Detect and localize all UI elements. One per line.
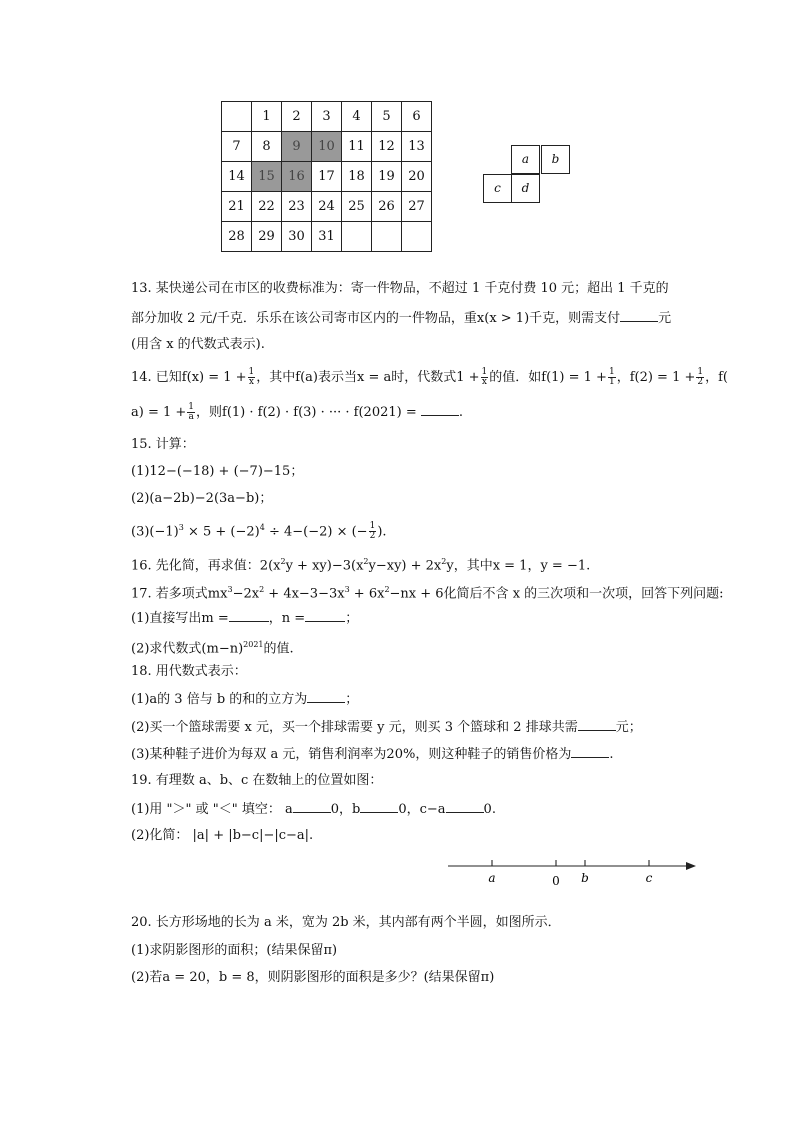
- calendar-cell: [342, 222, 372, 252]
- answer-blank: [421, 403, 459, 416]
- answer-blank: [307, 690, 345, 703]
- answer-blank: [620, 309, 658, 322]
- exponent: 2: [259, 585, 265, 594]
- calendar-cell: 1: [252, 102, 282, 132]
- calendar-cell: 17: [312, 162, 342, 192]
- square-b: b: [541, 145, 570, 174]
- q14-text-8: .: [458, 405, 464, 420]
- calendar-cell: 4: [342, 102, 372, 132]
- calendar-cell: 7: [222, 132, 252, 162]
- calendar-row: [222, 162, 432, 192]
- exponent: 2: [280, 557, 286, 566]
- square-a: a: [511, 145, 540, 174]
- q17-text: 17. 若多项式mx: [131, 586, 228, 602]
- q15-title: 15. 计算：: [131, 437, 195, 452]
- q17-text: −2x: [232, 586, 260, 602]
- calendar-row: [222, 192, 432, 222]
- q17-text: + 4x−3−3x: [264, 586, 345, 602]
- calendar-cell: 30: [282, 222, 312, 252]
- calendar-cell: 16: [282, 162, 312, 192]
- denominator: 2: [369, 531, 376, 542]
- q19-text: 0，b: [330, 802, 361, 817]
- calendar-cell: 10: [312, 132, 342, 162]
- q18-text: (3)某种鞋子进价为每双 a 元，销售利润率为20%，则这种鞋子的销售价格为: [131, 747, 572, 762]
- calendar-cell: 26: [372, 192, 402, 222]
- calendar-cell: [402, 222, 432, 252]
- q17-text: (2)求代数式(m−n): [131, 641, 244, 657]
- q16-text: y−xy) + 2x: [368, 558, 442, 574]
- square-c: c: [483, 174, 512, 203]
- q18-part1: [131, 690, 358, 709]
- calendar-cell: 15: [252, 162, 282, 192]
- q17-text: (1)直接写出m =: [131, 611, 229, 626]
- q15-part3-text: (3)(−1): [131, 524, 179, 540]
- denominator: 2: [697, 377, 704, 387]
- numerator: 1: [188, 402, 195, 412]
- calendar-cell: [372, 222, 402, 252]
- numerator: 1: [608, 367, 615, 377]
- denominator: x: [248, 377, 254, 387]
- exponent: 2: [363, 557, 369, 566]
- q17-text: 的值.: [263, 641, 294, 657]
- q13-line3: (用含 x 的代数式表示).: [131, 337, 265, 352]
- q19-text: (1)用 "＞" 或 "＜" 填空： a: [131, 802, 293, 817]
- q13-line2-text: 部分加收 2 元/千克．乐乐在该公司寄市区内的一件物品，重x(x > 1)千克，则需支付: [131, 311, 621, 326]
- calendar-cell: 28: [222, 222, 252, 252]
- calendar-cell: 13: [402, 132, 432, 162]
- denominator: x: [481, 377, 487, 387]
- q13-line2-unit: 元: [658, 311, 672, 326]
- calendar-cell: 22: [252, 192, 282, 222]
- calendar-cell: 2: [282, 102, 312, 132]
- q14-text-3: 的值．如f(1) = 1 +: [489, 370, 607, 385]
- q14-text-4: ，f(2) = 1 +: [616, 370, 696, 385]
- q17-text: + 6x: [349, 586, 385, 602]
- q16-line: [131, 553, 590, 575]
- answer-blank: [293, 800, 331, 813]
- q16-text: 16. 先化简，再求值：2(x: [131, 558, 281, 574]
- calendar-cell: 11: [342, 132, 372, 162]
- calendar-row: [222, 102, 432, 132]
- calendar-cell: 3: [312, 102, 342, 132]
- calendar-grid: [221, 101, 432, 252]
- q19-title: 19. 有理数 a、b、c 在数轴上的位置如图：: [131, 773, 383, 788]
- q20-line1: 20. 长方形场地的长为 a 米，宽为 2b 米，其内部有两个半圆，如图所示．: [131, 915, 561, 930]
- q14-text-5: ，f(: [705, 370, 728, 385]
- q19-text: 0.: [483, 802, 496, 817]
- q16-text: y + xy)−3(x: [285, 558, 364, 574]
- calendar-cell: 19: [372, 162, 402, 192]
- answer-blank: [305, 609, 345, 622]
- calendar-cell: 12: [372, 132, 402, 162]
- q16-text: y，其中x = 1，y = −1.: [446, 558, 591, 574]
- q15-part3: [131, 519, 387, 541]
- q18-text: .: [609, 747, 614, 762]
- exponent: 2021: [243, 640, 264, 649]
- label-b: b: [581, 871, 589, 885]
- fraction: [369, 522, 377, 541]
- q17-text: ，n =: [268, 611, 306, 626]
- q15-part3-text: ).: [377, 524, 387, 540]
- answer-blank: [578, 718, 616, 731]
- q18-part3: [131, 745, 613, 764]
- calendar-cell: 31: [312, 222, 342, 252]
- calendar-row: [222, 222, 432, 252]
- calendar-cell: 6: [402, 102, 432, 132]
- q19-part2: (2)化简： |a| + |b−c|−|c−a|.: [131, 828, 314, 843]
- q15-part2: (2)(a−2b)−2(3a−b)；: [131, 491, 273, 506]
- numerator: 1: [481, 367, 488, 377]
- q15-part3-text: × 5 + (−2): [183, 524, 260, 540]
- q20-part1: (1)求阴影图形的面积；(结果保留π): [131, 943, 338, 958]
- calendar-cell: 14: [222, 162, 252, 192]
- label-zero: 0: [552, 874, 560, 888]
- calendar-cell: 25: [342, 192, 372, 222]
- calendar-cell: 23: [282, 192, 312, 222]
- label-a: a: [488, 871, 496, 885]
- fraction: [187, 403, 195, 422]
- q18-text: ；: [345, 692, 359, 707]
- q15-part1: (1)12−(−18) + (−7)−15；: [131, 464, 304, 479]
- fraction: [608, 368, 616, 387]
- calendar-cell: 29: [252, 222, 282, 252]
- calendar-row: [222, 132, 432, 162]
- q14-text-2: ，其中f(a)表示当x = a时，代数式1 +: [256, 370, 480, 385]
- calendar-cell: 9: [282, 132, 312, 162]
- answer-blank: [446, 800, 484, 813]
- fraction: [696, 368, 704, 387]
- exponent: 2: [384, 585, 390, 594]
- label-c: c: [645, 871, 653, 885]
- exponent: 3: [178, 523, 184, 532]
- calendar-cell: 20: [402, 162, 432, 192]
- denominator: 1: [608, 377, 615, 387]
- answer-blank: [360, 800, 398, 813]
- calendar-cell: 27: [402, 192, 432, 222]
- q19-text: 0，c−a: [398, 802, 446, 817]
- q18-text: (1)a的 3 倍与 b 的和的立方为: [131, 692, 308, 707]
- exponent: 2: [441, 557, 447, 566]
- numerator: 1: [369, 521, 376, 532]
- answer-blank: [229, 609, 269, 622]
- q14-text-7: ，则f(1) · f(2) · f(3) · ··· · f(2021) =: [196, 405, 417, 420]
- q18-text: (2)买一个篮球需要 x 元，买一个排球需要 y 元，则买 3 个篮球和 2 排球共需: [131, 720, 578, 735]
- exponent: 3: [227, 585, 233, 594]
- calendar-cell: 5: [372, 102, 402, 132]
- q15-part3-text: ÷ 4−(−2) × (−: [264, 524, 368, 540]
- q19-part1: [131, 800, 496, 819]
- denominator: a: [188, 412, 194, 422]
- numerator: 1: [248, 367, 255, 377]
- calendar-cell: [222, 102, 252, 132]
- q14-text-1: 14. 已知f(x) = 1 +: [131, 370, 247, 385]
- calendar-cell: 21: [222, 192, 252, 222]
- number-line: [448, 856, 700, 888]
- q13-line1: 13. 某快递公司在市区的收费标准为：寄一件物品，不超过 1 千克付费 10 元；超出 1 千克的: [131, 281, 669, 296]
- q18-text: 元；: [615, 720, 642, 735]
- square-d: d: [511, 174, 540, 203]
- calendar-cell: 24: [312, 192, 342, 222]
- q18-part2: [131, 718, 642, 737]
- q17-text: −nx + 6化简后不含 x 的三次项和一次项，回答下列问题:: [389, 586, 724, 602]
- number-line-arrow: [686, 862, 696, 870]
- q17-line2: [131, 609, 358, 628]
- calendar-cell: 8: [252, 132, 282, 162]
- exponent: 4: [259, 523, 265, 532]
- fraction: [481, 368, 489, 387]
- numerator: 1: [697, 367, 704, 377]
- q17-line1: [131, 581, 724, 603]
- q17-line3: [131, 636, 294, 658]
- fraction: [248, 368, 256, 387]
- q13-line2: [131, 309, 671, 328]
- exponent: 3: [344, 585, 350, 594]
- q14-text-6: a) = 1 +: [131, 405, 187, 420]
- q14-line2: [131, 403, 463, 422]
- calendar-cell: 18: [342, 162, 372, 192]
- q17-text: ；: [345, 611, 359, 626]
- answer-blank: [571, 745, 609, 758]
- q20-part2: (2)若a = 20，b = 8，则阴影图形的面积是多少？(结果保留π): [131, 970, 495, 985]
- q18-title: 18. 用代数式表示：: [131, 664, 247, 679]
- q14-line1: [131, 368, 728, 387]
